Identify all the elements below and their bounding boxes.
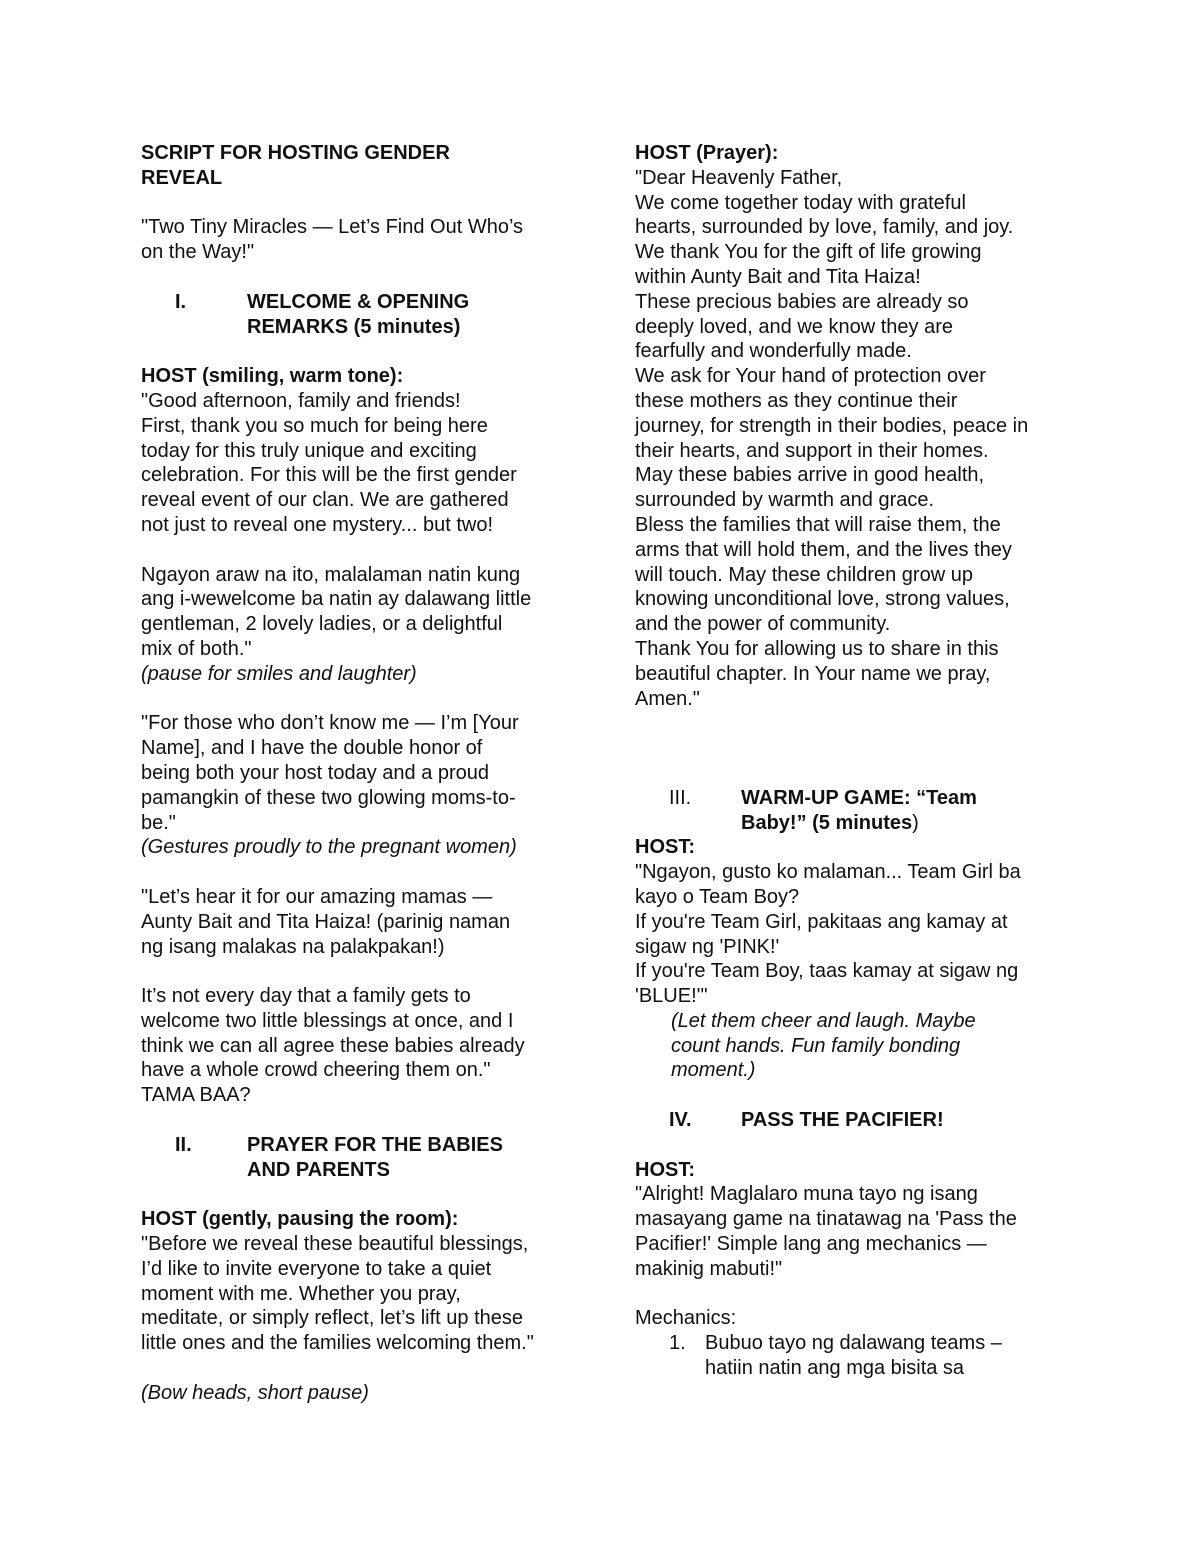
script-line: "Let’s hear it for our amazing mamas — [141,885,493,908]
section-title-line: PASS THE PACIFIER! [741,1109,944,1132]
script-line: gentleman, 2 lovely ladies, or a delightful [141,613,503,636]
script-line: 'BLUE!'" [635,985,708,1008]
script-line: Ngayon araw na ito, malalaman natin kung [141,563,521,586]
script-line: sigaw ng 'PINK!' [635,935,780,958]
script-line: celebration. For this will be the first gender [141,464,517,487]
script-line: ng isang malakas na palakpakan!) [141,935,445,958]
prayer-line: deeply loved, and we know they are [635,315,953,338]
left-column [141,141,581,1406]
section-title-line [635,811,1075,836]
prayer-line: their hearts, and support in their homes. [635,439,989,462]
list-number: 1. [669,1332,686,1355]
prayer-line: surrounded by warmth and grace. [635,489,935,512]
section-title-line: WARM-UP GAME: “Team [741,786,977,809]
script-line: Aunty Bait and Tita Haiza! (parinig naman [141,910,511,933]
section-title-bold: Baby!” (5 minutes [741,811,913,834]
script-line: Name], and I have the double honor of [141,737,483,760]
script-line: meditate, or simply reflect, let’s lift up these [141,1307,524,1330]
stage-direction: moment.) [671,1059,756,1082]
prayer-line: "Dear Heavenly Father, [635,166,843,189]
prayer-line: Thank You for allowing us to share in this [635,637,999,660]
section-title-line: PRAYER FOR THE BABIES [247,1133,503,1156]
stage-direction: (Gestures proudly to the pregnant women) [141,836,517,859]
script-line: welcome two little blessings at once, and I [141,1009,514,1032]
list-item-line: hatiin natin ang mga bisita sa [705,1357,965,1380]
section-heading-4 [635,1108,1075,1133]
section-title-line: AND PARENTS [247,1158,390,1181]
host-cue: HOST (Prayer): [635,142,779,164]
section-number: II. [175,1133,192,1156]
section-heading-3 [635,786,1075,836]
prayer-line: These precious babies are already so [635,290,969,313]
host-cue: HOST: [635,1158,695,1181]
script-line: kayo o Team Boy? [635,885,800,908]
prayer-line: fearfully and wonderfully made. [635,340,912,363]
prayer-line: May these babies arrive in good health, [635,464,985,487]
script-line: "Ngayon, gusto ko malaman... Team Girl ba [635,861,1021,884]
section-number: III. [669,786,692,809]
prayer-line: We come together today with grateful [635,191,966,214]
prayer-line: knowing unconditional love, strong values, [635,588,1010,611]
script-line: "Good afternoon, family and friends! [141,389,461,412]
prayer-line: beautiful chapter. In Your name we pray, [635,662,991,685]
prayer-line: journey, for strength in their bodies, peace in [635,414,1029,437]
script-line: ang i-wewelcome ba natin ay dalawang little [141,588,532,611]
script-line: "Before we reveal these beautiful blessings, [141,1233,529,1256]
prayer-line: hearts, surrounded by love, family, and joy. [635,216,1014,239]
script-line: Pacifier!' Simple lang ang mechanics — [635,1233,987,1256]
host-cue: HOST: [635,836,695,859]
script-line: reveal event of our clan. We are gathered [141,489,509,512]
section-heading-2 [141,1133,581,1183]
script-line: If you're Team Boy, taas kamay at sigaw ng [635,960,1019,983]
stage-direction: (pause for smiles and laughter) [141,662,417,685]
prayer-line: will touch. May these children grow up [635,563,973,586]
mechanics-label: Mechanics: [635,1307,737,1330]
host-cue: HOST (smiling, warm tone): [141,365,404,388]
script-line: be." [141,811,176,834]
tagline-line-1: "Two Tiny Miracles — Let’s Find Out Who’s [141,216,524,239]
stage-direction: (Let them cheer and laugh. Maybe [671,1009,976,1032]
prayer-line: We thank You for the gift of life growing [635,241,982,264]
script-line: moment with me. Whether you pray, [141,1282,461,1305]
script-line: think we can all agree these babies already [141,1034,525,1057]
stage-direction: count hands. Fun family bonding [671,1034,961,1057]
prayer-line: We ask for Your hand of protection over [635,365,986,388]
script-line: today for this truly unique and exciting [141,439,477,462]
prayer-line: these mothers as they continue their [635,389,958,412]
doc-title-line-2: REVEAL [141,166,223,189]
right-column [635,141,1075,1381]
tagline-line-2: on the Way!" [141,241,255,264]
script-line: It’s not every day that a family gets to [141,985,471,1008]
prayer-line: within Aunty Bait and Tita Haiza! [635,265,921,288]
script-line: TAMA BAA? [141,1084,251,1107]
prayer-line: arms that will hold them, and the lives they [635,538,1012,561]
script-line: little ones and the families welcoming them." [141,1332,534,1355]
host-cue: HOST (gently, pausing the room): [141,1208,459,1231]
prayer-line: Bless the families that will raise them, the [635,513,1001,536]
section-number: IV. [669,1109,692,1132]
script-line: First, thank you so much for being here [141,414,488,437]
section-title-paren: ) [912,811,919,834]
script-line: mix of both." [141,637,252,660]
script-line: I’d like to invite everyone to take a quiet [141,1257,492,1280]
doc-title-line-1: SCRIPT FOR HOSTING GENDER [141,142,450,164]
prayer-line: Amen." [635,687,700,710]
script-line: "For those who don’t know me — I’m [Your [141,712,519,735]
stage-direction: (Bow heads, short pause) [141,1381,369,1404]
section-heading-1 [141,290,581,340]
script-line: makinig mabuti!" [635,1257,783,1280]
list-item-line: Bubuo tayo ng dalawang teams – [705,1332,1002,1355]
section-number: I. [175,290,187,313]
section-title-line: WELCOME & OPENING [247,290,470,313]
script-line: have a whole crowd cheering them on." [141,1059,491,1082]
script-line: "Alright! Maglalaro muna tayo ng isang [635,1183,978,1206]
section-title-line: REMARKS (5 minutes) [247,315,461,338]
prayer-line: and the power of community. [635,613,891,636]
script-line: not just to reveal one mystery... but two! [141,513,494,536]
script-line: If you're Team Girl, pakitaas ang kamay at [635,910,1008,933]
script-line: pamangkin of these two glowing moms-to- [141,786,516,809]
script-line: being both your host today and a proud [141,761,490,784]
script-line: masayang game na tinatawag na 'Pass the [635,1208,1017,1231]
list-item [635,1331,1075,1381]
